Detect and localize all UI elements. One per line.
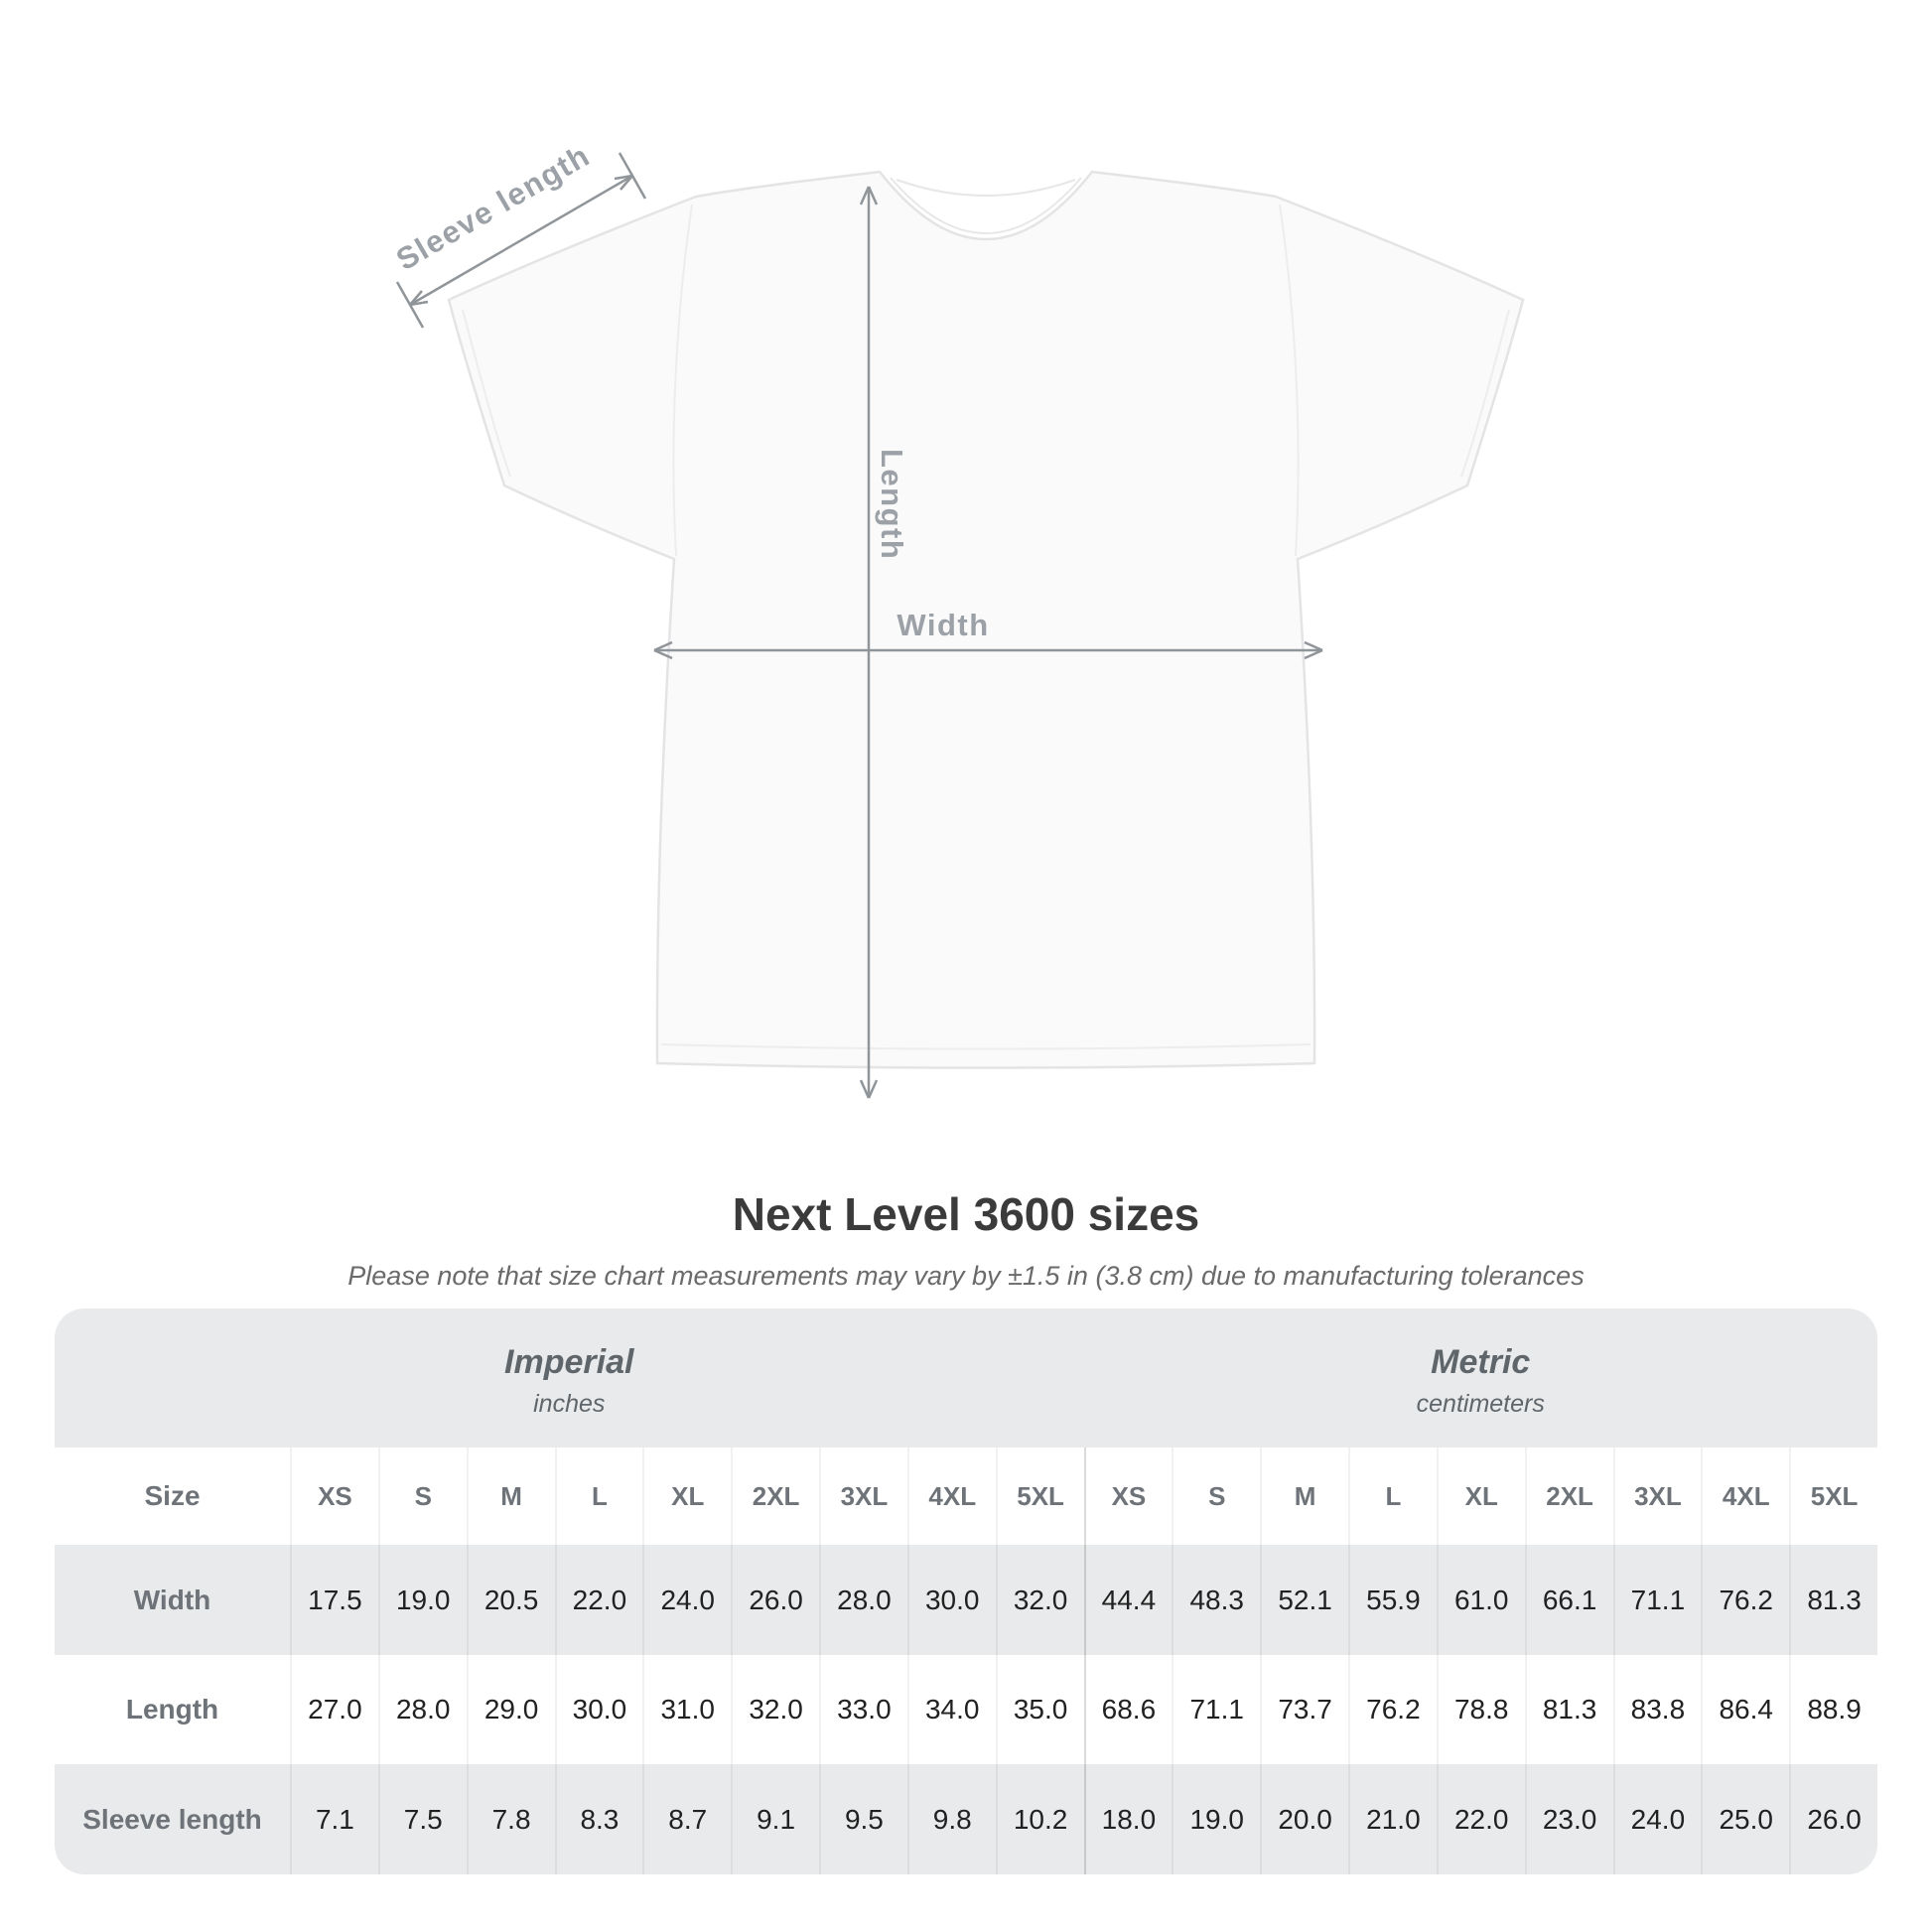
value-cell-metric: 22.0 [1437,1764,1525,1874]
size-col-header-metric: XL [1437,1448,1525,1545]
size-col-header-metric: L [1348,1448,1437,1545]
value-cell-metric: 20.0 [1260,1764,1348,1874]
size-col-header-imperial: XS [290,1448,378,1545]
metric-unit-label: centimeters [1416,1390,1545,1418]
size-col-header-metric: 2XL [1525,1448,1613,1545]
imperial-header [55,1309,1084,1448]
value-cell-imperial: 33.0 [819,1655,907,1764]
value-cell-metric: 44.4 [1084,1545,1173,1655]
value-cell-imperial: 17.5 [290,1545,378,1655]
size-chart-card [55,1309,1877,1874]
value-cell-metric: 71.1 [1613,1545,1702,1655]
value-cell-imperial: 31.0 [642,1655,731,1764]
size-col-header-metric: XS [1084,1448,1173,1545]
value-cell-metric: 21.0 [1348,1764,1437,1874]
size-col-header-metric: M [1260,1448,1348,1545]
size-col-header-imperial: XL [642,1448,731,1545]
value-cell-metric: 81.3 [1789,1545,1877,1655]
size-col-header-imperial: L [555,1448,643,1545]
units-band [55,1309,1877,1448]
size-col-header-metric: 5XL [1789,1448,1877,1545]
value-cell-metric: 23.0 [1525,1764,1613,1874]
metric-title: Metric [1431,1343,1531,1381]
value-cell-metric: 26.0 [1789,1764,1877,1874]
value-cell-imperial: 20.5 [467,1545,555,1655]
width-label: Width [897,608,990,642]
page-title: Next Level 3600 sizes [732,1188,1200,1240]
value-cell-imperial: 19.0 [378,1545,467,1655]
value-cell-imperial: 10.2 [996,1764,1084,1874]
value-cell-imperial: 27.0 [290,1655,378,1764]
value-cell-metric: 25.0 [1701,1764,1789,1874]
value-cell-imperial: 24.0 [642,1545,731,1655]
value-cell-metric: 18.0 [1084,1764,1173,1874]
value-cell-metric: 71.1 [1172,1655,1260,1764]
value-cell-metric: 61.0 [1437,1545,1525,1655]
value-cell-imperial: 28.0 [378,1655,467,1764]
value-cell-imperial: 9.1 [731,1764,819,1874]
value-cell-metric: 68.6 [1084,1655,1173,1764]
size-col-header-metric: S [1172,1448,1260,1545]
value-cell-imperial: 9.8 [907,1764,996,1874]
size-col-header-imperial: 5XL [996,1448,1084,1545]
value-cell-imperial: 26.0 [731,1545,819,1655]
value-cell-imperial: 8.7 [642,1764,731,1874]
value-cell-imperial: 29.0 [467,1655,555,1764]
length-label: Length [875,449,909,561]
value-cell-imperial: 7.8 [467,1764,555,1874]
size-col-header-metric: 3XL [1613,1448,1702,1545]
value-cell-metric: 81.3 [1525,1655,1613,1764]
value-cell-imperial: 7.1 [290,1764,378,1874]
value-cell-metric: 48.3 [1172,1545,1260,1655]
metric-header [1084,1309,1878,1448]
size-chart-table [55,1448,1877,1874]
imperial-unit-label: inches [533,1390,606,1418]
value-cell-imperial: 30.0 [555,1655,643,1764]
row-label: Width [133,1584,211,1615]
sleeve-length-label: Sleeve length [390,137,597,278]
size-col-header-imperial: 2XL [731,1448,819,1545]
value-cell-metric: 73.7 [1260,1655,1348,1764]
imperial-title: Imperial [504,1343,634,1381]
value-cell-metric: 52.1 [1260,1545,1348,1655]
value-cell-metric: 24.0 [1613,1764,1702,1874]
value-cell-imperial: 30.0 [907,1545,996,1655]
size-col-header-metric: 4XL [1701,1448,1789,1545]
value-cell-imperial: 35.0 [996,1655,1084,1764]
size-corner-header: Size [55,1448,290,1545]
size-col-header-imperial: 4XL [907,1448,996,1545]
value-cell-imperial: 7.5 [378,1764,467,1874]
value-cell-metric: 76.2 [1348,1655,1437,1764]
value-cell-metric: 55.9 [1348,1545,1437,1655]
value-cell-imperial: 28.0 [819,1545,907,1655]
value-cell-metric: 19.0 [1172,1764,1260,1874]
value-cell-imperial: 32.0 [731,1655,819,1764]
value-cell-imperial: 8.3 [555,1764,643,1874]
row-label: Sleeve length [82,1803,262,1835]
value-cell-imperial: 22.0 [555,1545,643,1655]
value-cell-imperial: 34.0 [907,1655,996,1764]
size-col-header-imperial: S [378,1448,467,1545]
row-label: Length [55,1655,290,1764]
size-col-header-imperial: 3XL [819,1448,907,1545]
value-cell-metric: 86.4 [1701,1655,1789,1764]
size-col-header-imperial: M [467,1448,555,1545]
value-cell-metric: 78.8 [1437,1655,1525,1764]
value-cell-metric: 83.8 [1613,1655,1702,1764]
value-cell-metric: 76.2 [1701,1545,1789,1655]
value-cell-imperial: 32.0 [996,1545,1084,1655]
value-cell-imperial: 9.5 [819,1764,907,1874]
value-cell-metric: 66.1 [1525,1545,1613,1655]
value-cell-metric: 88.9 [1789,1655,1877,1764]
tolerance-note: Please note that size chart measurements may vary by ±1.5 in (3.8 cm) due to manufacturing tolerances [347,1261,1585,1291]
